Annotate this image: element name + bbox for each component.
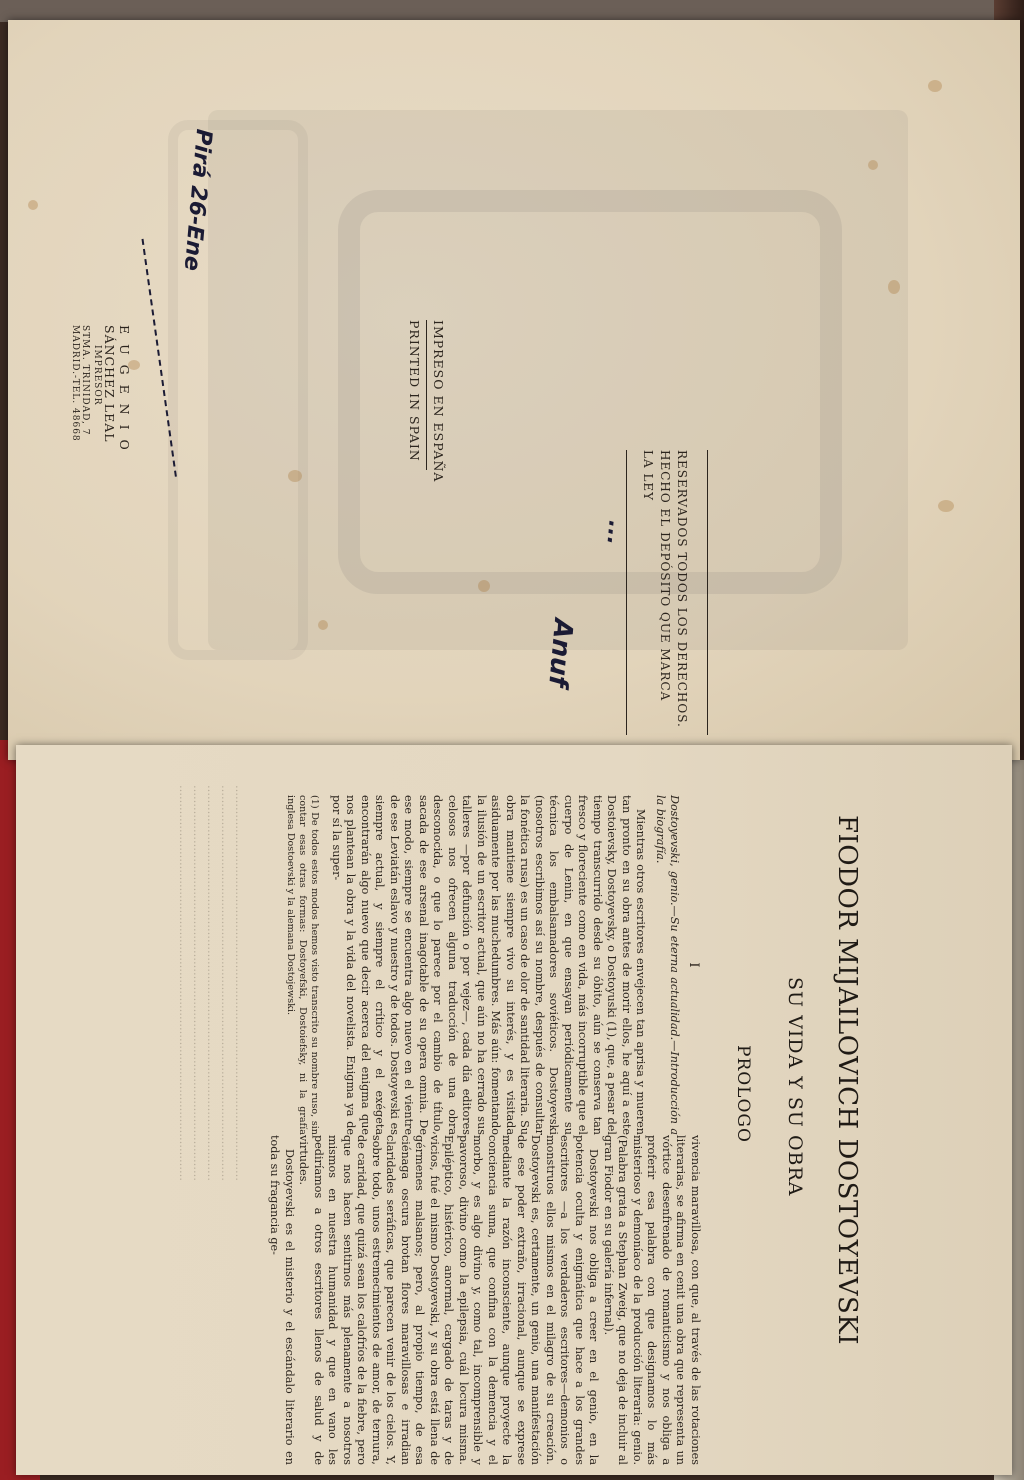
book-title: FIODOR MIJAILOVICH DOSTOYEVSKI xyxy=(832,815,862,1346)
printer-role: IMPRESOR xyxy=(92,345,102,406)
printed-in-spain-es: IMPRESO EN ESPAÑA xyxy=(431,320,446,483)
chapter-summary: Dostoyevski, genio.—Su eterna actualidad.—Introducción a la biografía. xyxy=(654,795,682,1135)
copyright-page xyxy=(8,20,1020,760)
foxing-spot xyxy=(478,580,490,592)
rights-line-2: HECHO EL DEPÓSITO QUE MARCA xyxy=(658,450,672,702)
background-table-top xyxy=(0,0,1024,22)
printed-in-spain-en: PRINTED IN SPAIN xyxy=(407,320,422,462)
foxing-spot xyxy=(928,80,942,92)
text-column-1 xyxy=(285,795,703,1135)
foxing-spot xyxy=(288,470,302,482)
section-heading: PROLOGO xyxy=(733,1045,753,1143)
paragraph: vivencia maravillosa, con que, al través de las rotaciones literarias, se afirma en cenit una obra que representa un vórtice desenfrenado de romanticismo y nos obliga a proferir esa palabra con que designamos lo más misterioso y demoníaco de la producción literaria: genio. (Palabra grata a Stephan Zweig, que no deja de incluir al gran Fiodor en su galería infernal). xyxy=(602,1135,702,1465)
rule-bottom xyxy=(626,450,627,735)
printer-block xyxy=(70,325,132,453)
foxing-spot xyxy=(888,280,900,294)
paragraph: Dostoyevski nos obliga a creer en el genio, en la potencia oculta y enigmática que hace a los grandes escritores —a los verdaderos escritores—demonios o monstruos ellos mismos en el milagro de su creación. Dostoyevski es, certamente, un genio, una manifestación de ese poder extraño, irracional, aunque se exprese mediante la razón inconsciente, aunque proyecte la conciencia suma, que confina con la demencia y el morbo, y es algo divino y, como tal, incomprensible y pavoroso, divino como la epilepsia, cuál locura misma. Epiléptico, histérico, anormal, cargado de taras y de vicios, fué el mismo Dostoyevski, y su obra está llena de gérmenes malsanos; pero, al propio tiempo, de esa ciénaga oscura brotan flores maravillosas e irradian claridades seráficas, que parecen venir de los cielos. Y, sobre todo, unos estremecimientos de amor, de ternura, de caridad, que quizá sean los calofríos de la fiebre, pero que nos hacen sentirnos más plenamente a nosotros mismos en nuestra humanidad y que en vano les pediríamos a otros escritores llenos de salud y de virtudes. xyxy=(297,1135,601,1465)
foxing-spot xyxy=(938,500,954,512)
book-subtitle: SU VIDA Y SU OBRA xyxy=(784,977,806,1197)
handwritten-note: Pirá 26-Ene xyxy=(178,127,216,272)
rights-line-1: RESERVADOS TODOS LOS DERECHOS. xyxy=(675,450,689,728)
printer-name-2: SÁNCHEZ LEAL xyxy=(102,325,117,443)
bleed-through-text: ……………………………………………………………………………………………… ……………………………………………………………………………………………… ……………………………………………………………………………………………… ……………………………………………………………………………………………… ……………………………………………………………………………………………… xyxy=(177,785,246,1181)
printer-address: STMA. TRINIDAD, 7 xyxy=(80,325,90,436)
chapter-number: I xyxy=(686,962,701,968)
foxing-spot xyxy=(868,160,878,170)
rights-line-3: LA LEY xyxy=(641,450,655,502)
text-page xyxy=(16,745,1012,1475)
paragraph: Mientras otros escritores envejecen tan aprisa y mueren tan pronto en su obra antes de morir ellos, he aquí a este Dostoievsky, Dostoyevsky, o Dostoyuski (1), que, a pesar del tiempo transcurrido desde su óbito, aún se conserva tan fresco y floreciente como en vida, más incorruptible que el cuerpo de Lenin, en que ensayan periódicamente su técnica los embalsamadores soviéticos. Dostoyevski (nosotros escribimos así su nombre, después de consultar la fonética rusa) es un caso de olor de santidad literaria. Su obra mantiene siempre vivo su interés, y es visitada asiduamente por las muchedumbres. Más aún: fomentando la ilusión de un escritor actual, que aún no ha cerrado sus talleres —por defunción o por vejez—, cada día editores celosos nos ofrecen alguna traducción de una obra desconocida, o que lo parece por el cambio de título, sacada de ese arsenal inagotable de su opera omnia. De ese modo, siempre se encuentra algo nuevo en el vientre de ese Leviatán eslavo y nuestro y de todos. Dostoyevski es siempre actual, y siempre el crítico y el exégeta encontrarán algo nuevo que decir acerca del enigma que nos plantean la obra y la vida del novelista. Enigma ya de por sí la super- xyxy=(330,795,648,1135)
rule-top xyxy=(707,450,708,735)
printer-phone: MADRID.-TEL. 48668 xyxy=(70,325,80,442)
foxing-spot xyxy=(318,620,328,630)
handwritten-signature: Anuf xyxy=(542,617,578,689)
text-column-2 xyxy=(267,1135,702,1465)
printer-name-1: E U G E N I O xyxy=(117,325,132,453)
rights-block xyxy=(626,450,708,735)
foxing-spot xyxy=(28,200,38,210)
printed-in-block xyxy=(407,320,446,482)
footnote: (1) De todos estos modos hemos visto transcrito su nombre ruso, sin contar esas otras formas: Dostoyefski, Dostoiefsky, ni la grafía inglesa Dostoevski y la alemana Dostojewski. xyxy=(285,795,321,1135)
handwritten-mark: ··· xyxy=(595,517,623,545)
paragraph: Dostoyevski es el misterio y el escándalo literario en toda su fragancia ge- xyxy=(268,1135,296,1465)
printed-rule xyxy=(426,320,427,470)
